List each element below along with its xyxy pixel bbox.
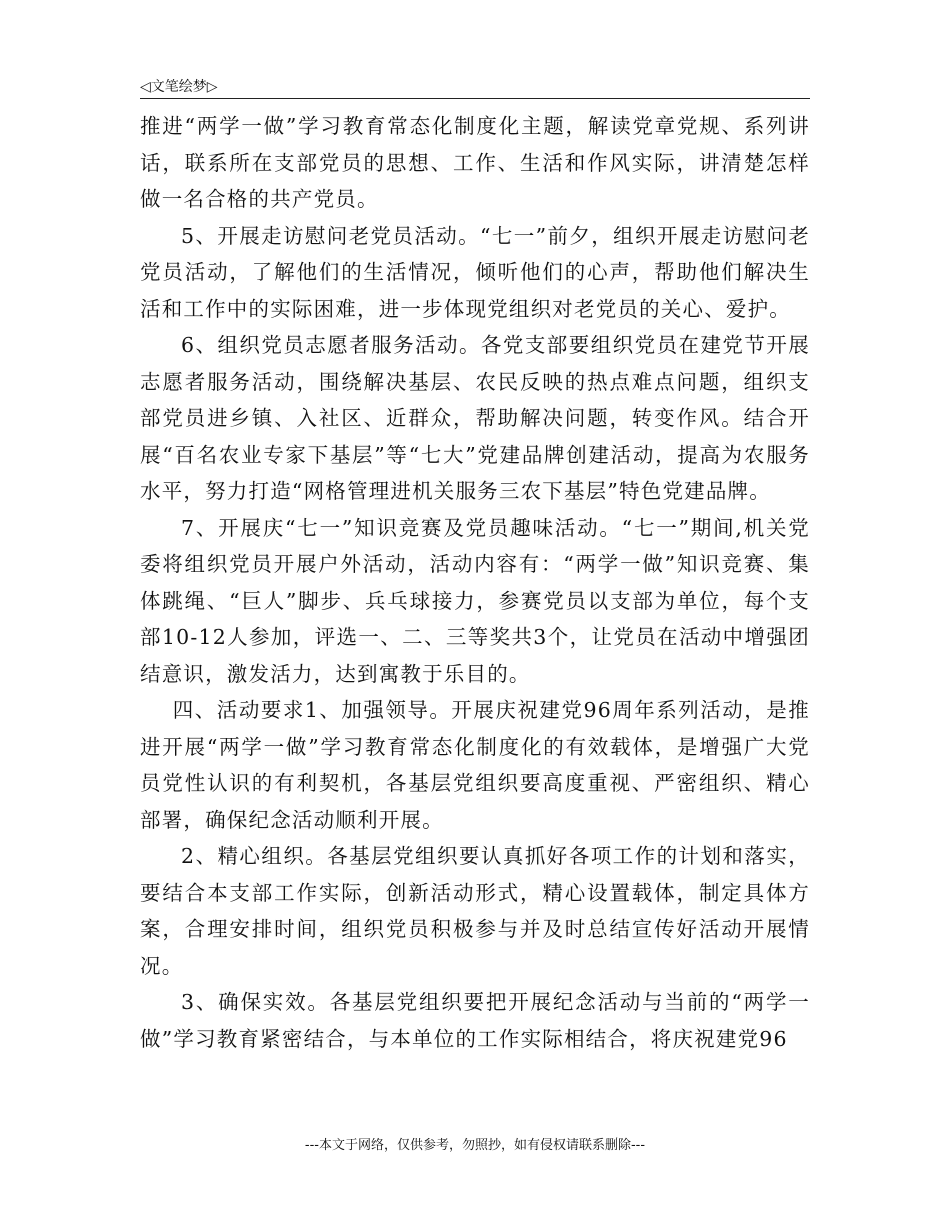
paragraph-item-5: 5、开展走访慰问老党员活动。“七一”前夕，组织开展走访慰问老党员活动，了解他们的生活情况，倾听他们的心声，帮助他们解决生活和工作中的实际困难，进一步体现党组织对老党员的关心、爱护。 (140, 223, 810, 321)
paragraph-requirement-2: 2、精心组织。各基层党组织要认真抓好各项工作的计划和落实，要结合本支部工作实际，创新活动形式，精心设置载体，制定具体方案，合理安排时间，组织党员积极参与并及时总结宣传好活动开展情况。 (140, 844, 810, 978)
page-header (140, 74, 810, 99)
paragraph-item-6: 6、组织党员志愿者服务活动。各党支部要组织党员在建党节开展志愿者服务活动，围绕解决基层、农民反映的热点难点问题，组织支部党员进乡镇、入社区、近群众，帮助解决问题，转变作风。结合开展“百名农业专家下基层”等“七大”党建品牌创建活动，提高为农服务水平，努力打造“网格管理进机关服务三农下基层”特色党建品牌。 (140, 333, 810, 503)
paragraph-continuation: 推进“两学一做”学习教育常态化制度化主题，解读党章党规、系列讲话，联系所在支部党员的思想、工作、生活和作风实际，讲清楚怎样做一名合格的共产党员。 (140, 114, 810, 211)
paragraph-requirement-3: 3、确保实效。各基层党组织要把开展纪念活动与当前的“两学一做”学习教育紧密结合，与本单位的工作实际相结合，将庆祝建党96 (140, 990, 810, 1051)
page-footer: ---本文于网络，仅供参考，勿照抄，如有侵权请联系删除--- (304, 1138, 646, 1153)
document-body (140, 108, 810, 1057)
header-brand: ◁文笔绘梦▷ (140, 79, 218, 95)
paragraph-item-7: 7、开展庆“七一”知识竞赛及党员趣味活动。“七一”期间,机关党委将组织党员开展户外活动，活动内容有：“两学一做”知识竞赛、集体跳绳、“巨人”脚步、兵乓球接力，参赛党员以支部为单位，每个支部10-12人参加，评选一、二、三等奖共3个，让党员在活动中增强团结意识，激发活力，达到寓教于乐目的。 (140, 515, 810, 686)
paragraph-section-4: 四、活动要求1、加强领导。开展庆祝建党96周年系列活动，是推进开展“两学一做”学习教育常态化制度化的有效载体，是增强广大党员党性认识的有利契机，各基层党组织要高度重视、严密组织、精心部署，确保纪念活动顺利开展。 (140, 698, 810, 832)
